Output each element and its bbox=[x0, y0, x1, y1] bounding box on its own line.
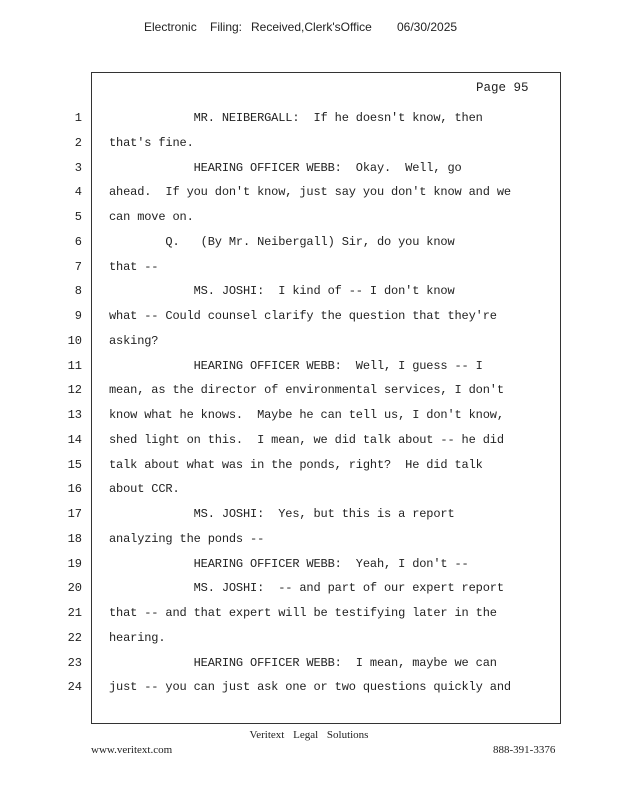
line-number: 4 bbox=[74, 185, 82, 200]
transcript-line: that -- and that expert will be testifying later in the bbox=[109, 606, 497, 620]
line-number: 8 bbox=[74, 284, 82, 299]
transcript-line: just -- you can just ask one or two questions quickly and bbox=[109, 680, 511, 695]
filing-stamp-part3: Received,Clerk'sOffice bbox=[251, 20, 372, 34]
transcript-line: know what he knows. Maybe he can tell us, I don't know, bbox=[109, 408, 504, 422]
filing-stamp-header bbox=[0, 20, 618, 38]
transcript-line: talk about what was in the ponds, right? He did talk bbox=[109, 457, 483, 472]
filing-stamp-date: 06/30/2025 bbox=[397, 20, 458, 34]
transcript-line: HEARING OFFICER WEBB: Okay. Well, go bbox=[109, 160, 462, 175]
footer-phone: 888-391-3376 bbox=[493, 744, 556, 756]
line-number: 1 bbox=[74, 111, 82, 125]
transcript-line: ahead. If you don't know, just say you don't know and we bbox=[109, 185, 511, 200]
line-number: 20 bbox=[67, 581, 82, 596]
transcript-line: MR. NEIBERGALL: If he doesn't know, then bbox=[109, 111, 483, 125]
transcript-line: Q. (By Mr. Neibergall) Sir, do you know bbox=[109, 234, 455, 249]
line-number: 5 bbox=[74, 210, 82, 224]
line-number: 18 bbox=[67, 531, 82, 546]
transcript-line: HEARING OFFICER WEBB: Yeah, I don't -- bbox=[109, 556, 469, 571]
transcript-line: that's fine. bbox=[109, 135, 194, 150]
transcript-line: MS. JOSHI: -- and part of our expert report bbox=[109, 581, 504, 596]
page-number: Page 95 bbox=[476, 81, 529, 95]
transcript-line: that -- bbox=[109, 259, 159, 274]
transcript-line: shed light on this. I mean, we did talk about -- he did bbox=[109, 432, 504, 447]
line-number: 12 bbox=[67, 383, 82, 398]
line-number: 23 bbox=[67, 655, 82, 670]
line-number: 16 bbox=[67, 482, 82, 497]
transcript-line: mean, as the director of environmental services, I don't bbox=[109, 383, 504, 398]
footer-website: www.veritext.com bbox=[91, 744, 173, 756]
transcript-line: can move on. bbox=[109, 210, 194, 224]
line-number: 14 bbox=[67, 432, 82, 447]
transcript-line: HEARING OFFICER WEBB: I mean, maybe we can bbox=[109, 655, 497, 670]
line-number: 22 bbox=[67, 630, 82, 645]
filing-stamp-part2: Filing: bbox=[210, 20, 243, 34]
transcript-line: MS. JOSHI: I kind of -- I don't know bbox=[109, 284, 455, 299]
footer-company: Veritext Legal Solutions bbox=[249, 729, 369, 741]
line-number: 2 bbox=[74, 135, 82, 150]
transcript-line: what -- Could counsel clarify the question that they're bbox=[109, 309, 497, 323]
line-number: 13 bbox=[67, 408, 82, 422]
transcript-line: about CCR. bbox=[109, 482, 180, 497]
transcript-line: analyzing the ponds -- bbox=[109, 531, 265, 546]
transcript-line: HEARING OFFICER WEBB: Well, I guess -- I bbox=[109, 358, 483, 373]
line-number: 15 bbox=[67, 457, 82, 472]
transcript-line: asking? bbox=[109, 333, 159, 348]
line-number: 9 bbox=[74, 309, 82, 323]
line-number: 19 bbox=[67, 556, 82, 571]
line-number: 21 bbox=[67, 606, 82, 620]
filing-stamp-part1: Electronic bbox=[144, 20, 197, 34]
line-number: 7 bbox=[74, 259, 82, 274]
transcript-line: hearing. bbox=[109, 630, 166, 645]
line-number: 3 bbox=[74, 160, 82, 175]
line-number: 17 bbox=[67, 507, 82, 521]
transcript-line: MS. JOSHI: Yes, but this is a report bbox=[109, 507, 455, 521]
line-number: 24 bbox=[67, 680, 82, 695]
line-number: 6 bbox=[74, 234, 82, 249]
line-number: 11 bbox=[67, 358, 82, 373]
line-number: 10 bbox=[67, 333, 82, 348]
